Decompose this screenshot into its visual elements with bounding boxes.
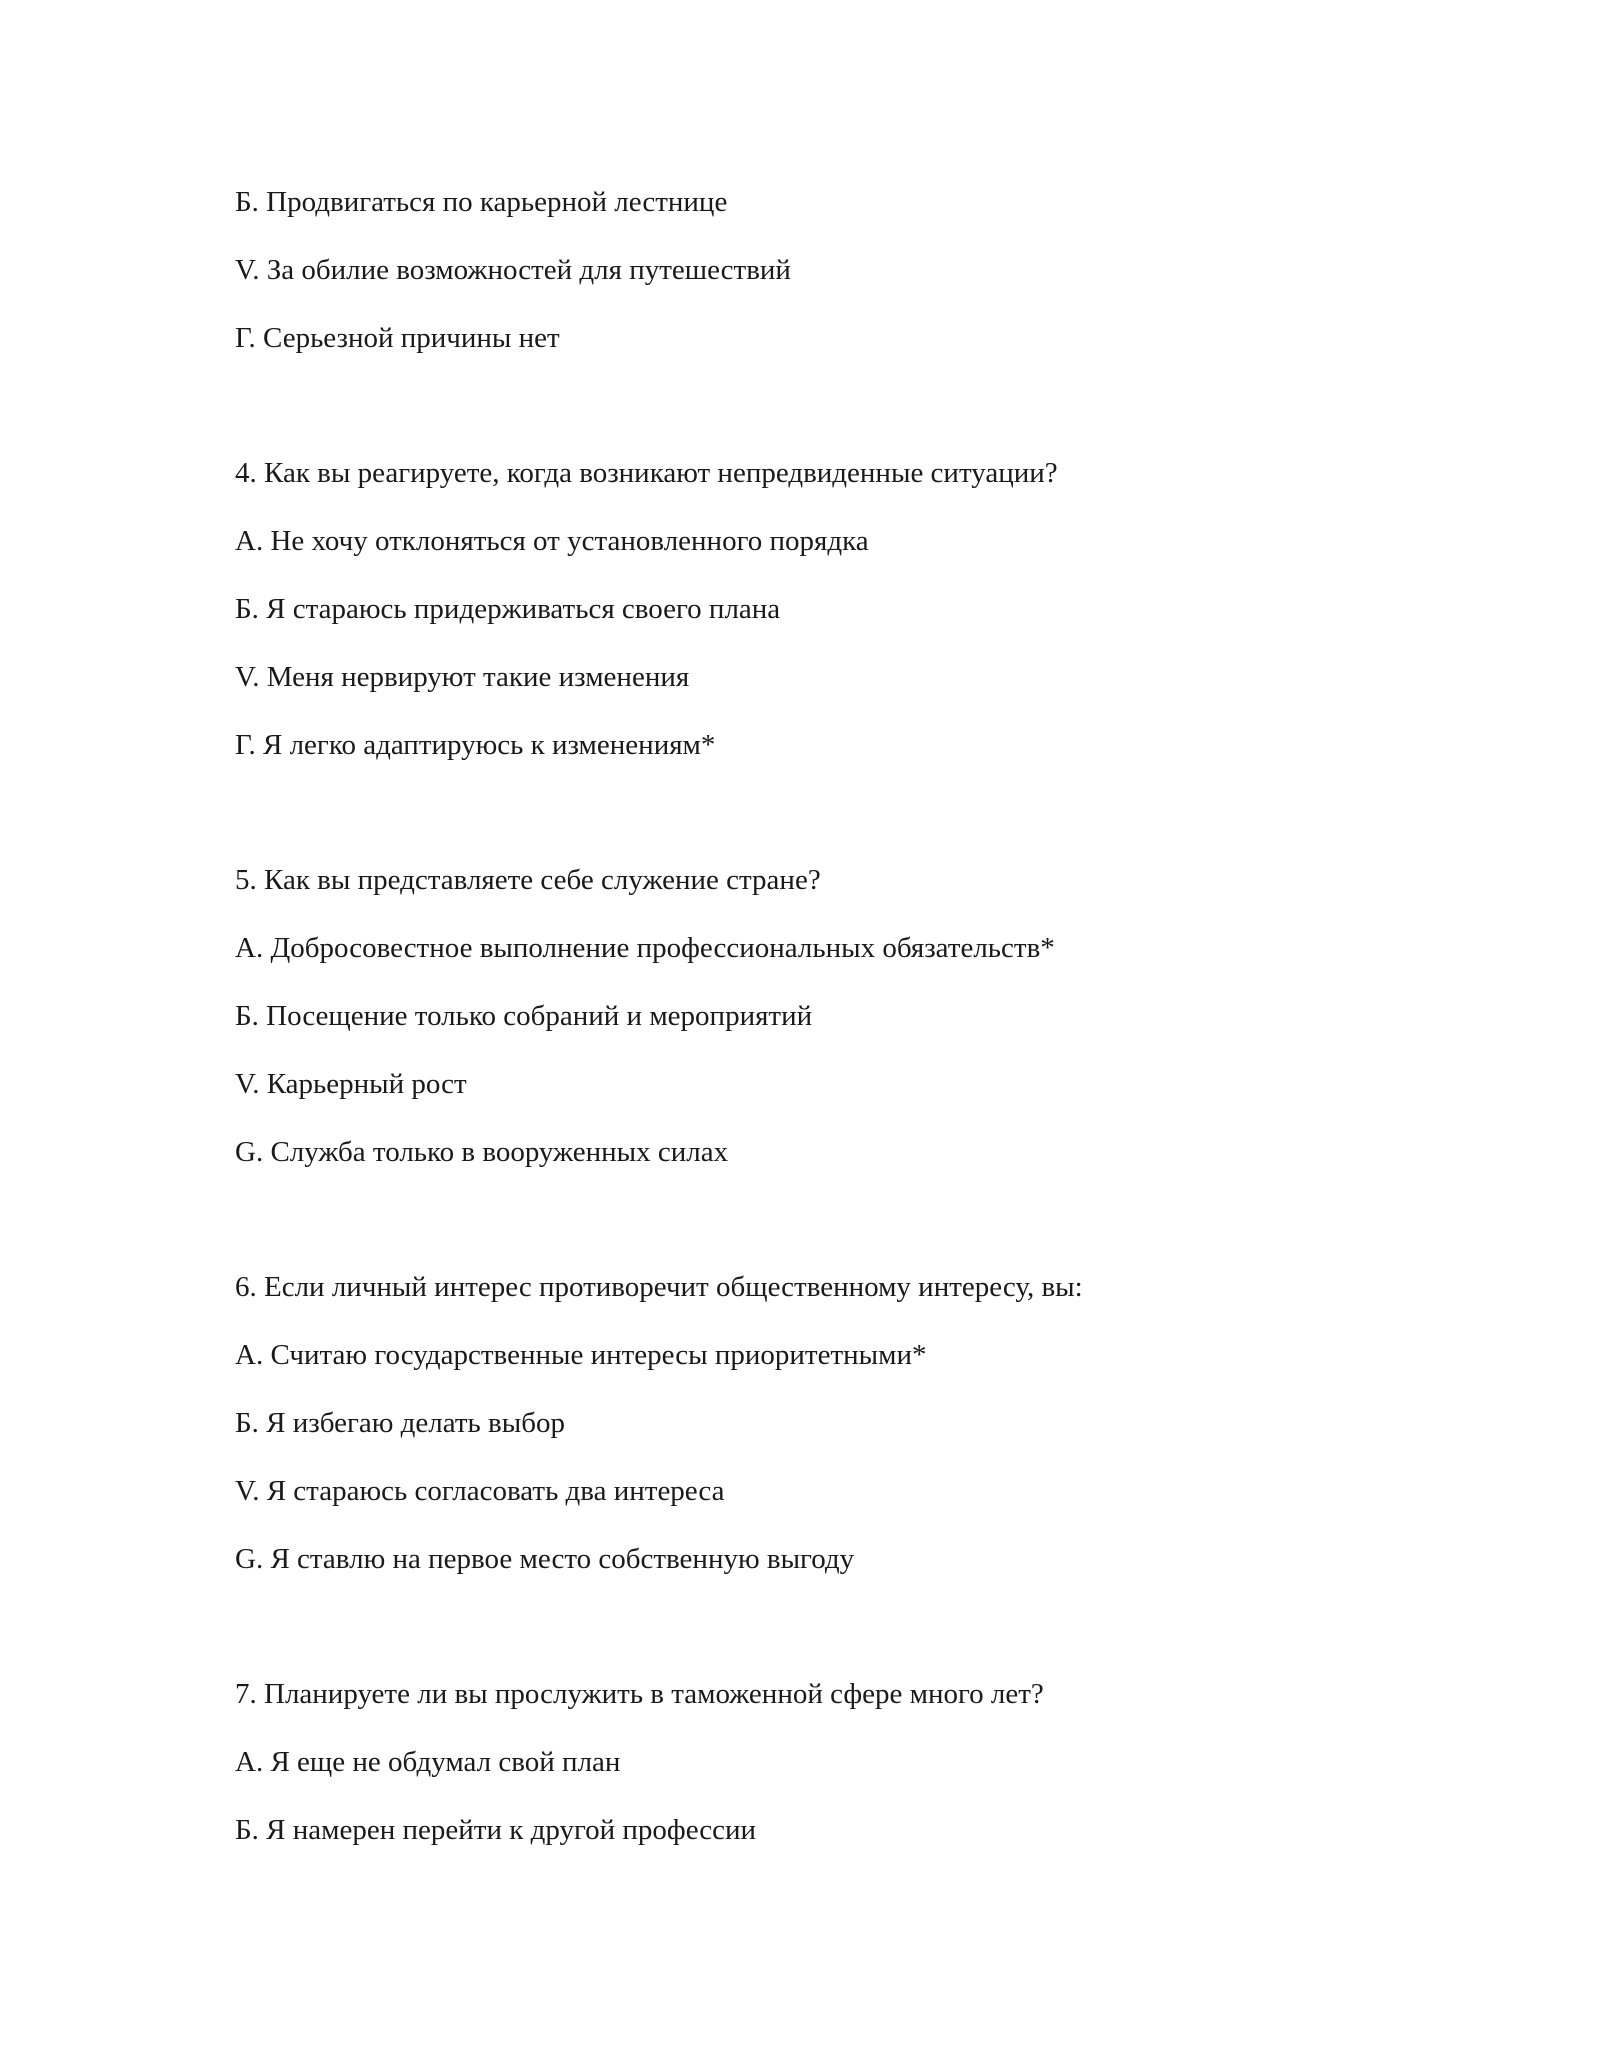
question-text: 7. Планируете ли вы прослужить в таможенной сфере много лет? [235, 1678, 1044, 1710]
option-line: А. Добросовестное выполнение профессиональных обязательств* [235, 932, 1055, 964]
question-block-6 [235, 1270, 1435, 1576]
block-spacer [235, 1610, 1435, 1677]
question-text: 4. Как вы реагируете, когда возникают непредвиденные ситуации? [235, 457, 1058, 489]
option-line: V. Я стараюсь согласовать два интереса [235, 1475, 725, 1507]
option-line: А. Считаю государственные интересы приоритетными* [235, 1339, 927, 1371]
option-line: А. Не хочу отклоняться от установленного порядка [235, 525, 869, 557]
option-line: Б. Продвигаться по карьерной лестнице [235, 186, 728, 218]
block-spacer [235, 1203, 1435, 1270]
block-spacer [235, 389, 1435, 456]
option-line: А. Я еще не обдумал свой план [235, 1746, 621, 1778]
option-line: Б. Я намерен перейти к другой профессии [235, 1814, 757, 1846]
option-line: V. Меня нервируют такие изменения [235, 661, 690, 693]
option-line: G. Служба только в вооруженных силах [235, 1136, 729, 1168]
question-text: 5. Как вы представляете себе служение стране? [235, 864, 821, 896]
question-text: 6. Если личный интерес противоречит общественному интересу, вы: [235, 1271, 1083, 1303]
question-block-4 [235, 456, 1435, 762]
option-line: V. Карьерный рост [235, 1068, 467, 1100]
option-line: Г. Серьезной причины нет [235, 322, 560, 354]
block-spacer [235, 796, 1435, 863]
option-line: Б. Посещение только собраний и мероприятий [235, 1000, 813, 1032]
option-line: V. За обилие возможностей для путешествий [235, 254, 791, 286]
option-line: Б. Я избегаю делать выбор [235, 1407, 565, 1439]
questionnaire-content [235, 185, 1435, 1881]
option-line: G. Я ставлю на первое место собственную выгоду [235, 1543, 855, 1575]
option-line: Г. Я легко адаптируюсь к изменениям* [235, 729, 716, 761]
question-block-5 [235, 863, 1435, 1169]
option-line: Б. Я стараюсь придерживаться своего плана [235, 593, 781, 625]
question-block-7 [235, 1677, 1435, 1847]
continued-options-block [235, 185, 1435, 355]
